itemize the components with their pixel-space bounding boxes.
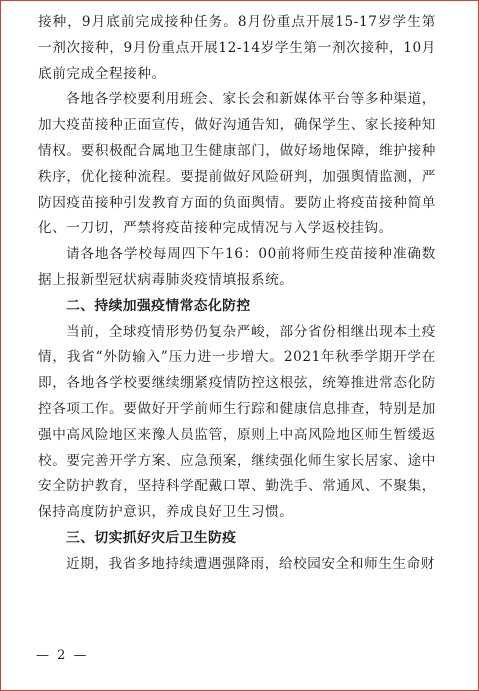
- document-page: [38, 10, 436, 578]
- section-heading-epidemic-control: 二、持续加强疫情常态化防控: [66, 297, 251, 314]
- paragraph-disaster-intro: 近期，我省多地持续遭遇强降雨，给校园安全和师生生命财: [66, 555, 436, 572]
- paragraph-vaccination-schedule: 接种，9月底前完成接种任务。8月份重点开展15-17岁学生第一剂次接种，9月份重点开展12-14岁学生第一剂次接种，10月底前完成全程接种。: [38, 14, 436, 82]
- paragraph-epidemic-control: 当前，全球疫情形势仍复杂严峻，部分省份相继出现本土疫情，我省“外防输入”压力进一步增大。2021年秋季学期开学在即，各地各学校要继续绷紧疫情防控这根弦，统筹推进常态化防控各项工作。要做好开学前师生行踪和健康信息排查，特别是加强中高风险地区来豫人员监管，原则上中高风险地区师生暂缓返校。要完善开学方案、应急预案，继续强化师生家长居家、途中安全防护教育，坚持科学配戴口罩、勤洗手、常通风、不聚集，保持高度防护意识，养成良好卫生习惯。: [38, 323, 436, 521]
- paragraph-vaccination-publicity: 各地各学校要利用班会、家长会和新媒体平台等多种渠道，加大疫苗接种正面宣传，做好沟通告知，确保学生、家长接种知情权。要积极配合属地卫生健康部门，做好场地保障，维护接种秩序，优化接种流程。要提前做好风险研判，加强舆情监测，严防因疫苗接种引发教育方面的负面舆情。要防止将疫苗接种简单化、一刀切，严禁将疫苗接种完成情况与入学返校挂钩。: [38, 91, 436, 237]
- paragraph-data-reporting: 请各地各学校每周四下午16：00前将师生疫苗接种准确数据上报新型冠状病毒肺炎疫情填报系统。: [38, 246, 436, 288]
- page-number: — 2 —: [36, 648, 89, 663]
- section-heading-disaster-prevention: 三、切实抓好灾后卫生防疫: [66, 529, 237, 546]
